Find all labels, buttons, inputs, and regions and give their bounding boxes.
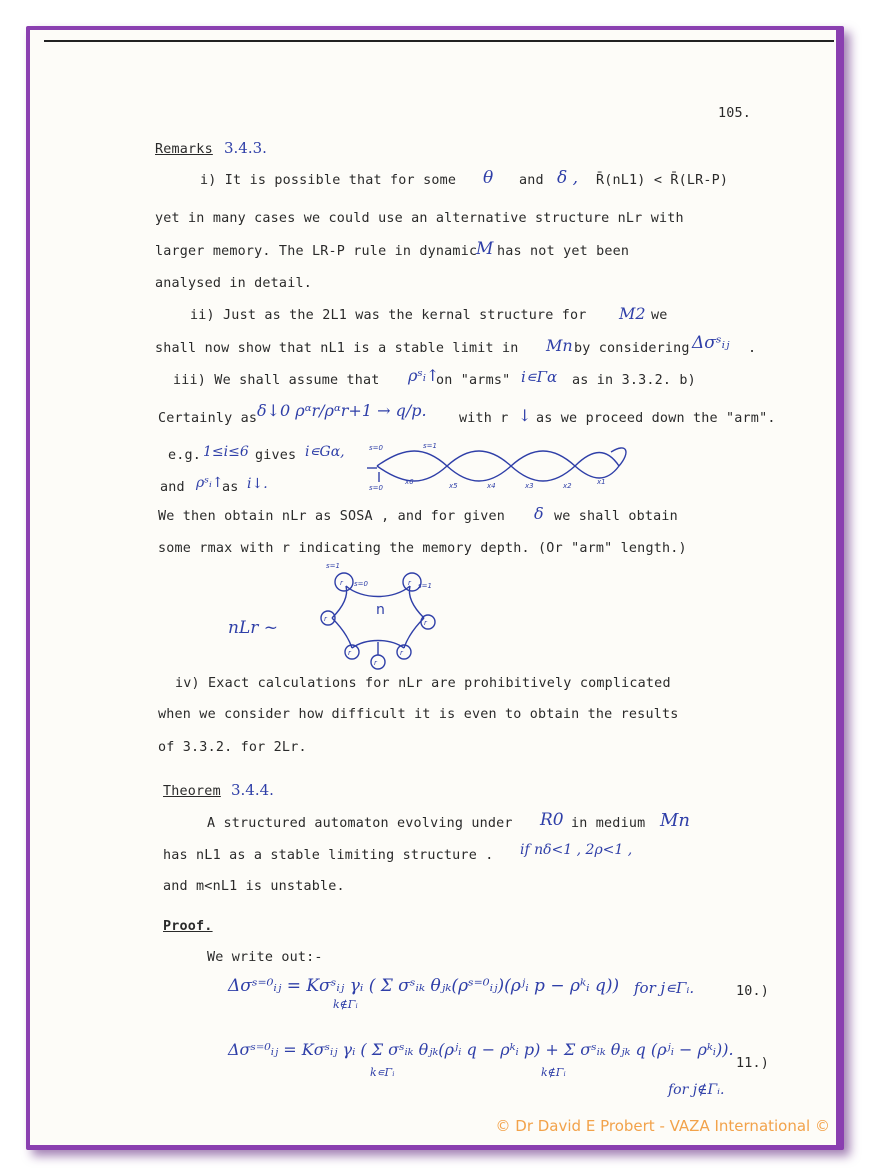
equation-10: Δσˢ⁼⁰ᵢⱼ = Kσˢᵢⱼ γᵢ ( Σ σˢᵢₖ θⱼₖ(ρˢ⁼⁰ᵢⱼ)(ρʲᵢ p − ρᵏᵢ q)) [228, 976, 620, 996]
remark-iii-in-gamma: i∊Γα [521, 368, 558, 386]
remark-iv-line3: of 3.3.2. for 2Lr. [158, 740, 307, 755]
arm-node-x1: x1 [597, 478, 606, 486]
remark-iii-line1a: iii) We shall assume that [173, 373, 380, 388]
equation-11: Δσˢ⁼⁰ᵢⱼ = Kσˢᵢⱼ γᵢ ( Σ σˢᵢₖ θⱼₖ(ρʲᵢ q − ρᵏᵢ p) + Σ σˢᵢₖ θⱼₖ q (ρʲᵢ − ρᵏᵢ)). [228, 1040, 734, 1059]
remark-iii-line1b: on "arms" [436, 373, 511, 388]
certainly-a: Certainly as [158, 411, 258, 426]
remark-i-line1: i) It is possible that for some [200, 173, 457, 188]
remark-ii-period: . [748, 341, 757, 356]
equation-11-sum2-index: k∉Γᵢ [541, 1066, 566, 1079]
eg-range: 1≤i≤6 [203, 444, 249, 460]
remark-ii-line2b: by considering [574, 341, 690, 356]
and-b: as [222, 480, 239, 495]
equation-10-number: 10.) [736, 984, 770, 999]
star-node-r-6: r [400, 649, 403, 657]
write-out: We write out:- [207, 950, 323, 965]
star-node-r-3: r [324, 615, 327, 623]
theorem-line1a: A structured automaton evolving under [207, 816, 513, 831]
remark-ii-M2: M2 [619, 304, 646, 323]
remark-i-medium-M: M [476, 239, 494, 259]
remark-ii-Mn: Mn [546, 336, 573, 355]
remark-iii-line1c: as in 3.3.2. b) [572, 373, 696, 388]
equation-10-condition: for j∊Γᵢ. [634, 979, 695, 997]
and-i-down: i↓. [247, 476, 268, 492]
arm-node-x6: x6 [405, 478, 414, 486]
remark-ii-line2a: shall now show that nL1 is a stable limit in [155, 341, 519, 356]
theorem-number: 3.4.4. [231, 781, 274, 799]
remark-iv-line1: iv) Exact calculations for nLr are prohibitively complicated [175, 676, 671, 691]
and-rho: ρˢᵢ↑ [196, 475, 224, 491]
proof-heading: Proof. [163, 919, 213, 934]
remark-ii-delta-sigma: Δσˢᵢⱼ [692, 333, 730, 353]
star-center-label: n [376, 602, 385, 618]
theorem-R0: R0 [540, 810, 564, 830]
remark-i-line2: yet in many cases we could use an alternative structure nLr with [155, 211, 684, 226]
star-node-r-4: r [424, 619, 427, 627]
certainly-arrow: ↓ [518, 406, 532, 425]
obtain-b: we shall obtain [554, 509, 678, 524]
remark-i-line3b: has not yet been [497, 244, 630, 259]
obtain-delta: δ [534, 504, 544, 523]
theorem-condition: if nδ<1 , 2ρ<1 , [520, 842, 633, 858]
remarks-number: 3.4.3. [224, 139, 267, 157]
page-number: 105. [718, 106, 752, 121]
eg-a: e.g. [168, 448, 202, 463]
arm-node-x4: x4 [487, 482, 496, 490]
equation-11-sum1-index: k∊Γᵢ [370, 1066, 395, 1079]
equation-11-condition: for j∉Γᵢ. [668, 1082, 725, 1098]
eg-membership: i∊Gα, [305, 444, 345, 460]
arm-loop-sketch [365, 438, 635, 498]
theorem-heading: Theorem [163, 784, 221, 799]
nlr-tilde-label: nLr ~ [228, 618, 279, 638]
and-a: and [160, 480, 185, 495]
remark-ii-line1b: we [651, 308, 668, 323]
rmax-line: some rmax with r indicating the memory depth. (Or "arm" length.) [158, 541, 687, 556]
certainly-b: with r [459, 411, 509, 426]
star-node-r-1: r [340, 579, 343, 587]
arm-label-s0-top: s=0 [369, 444, 383, 452]
copyright-watermark: © Dr David E Probert - VAZA International © [495, 1117, 830, 1135]
remark-i-line3a: larger memory. The LR-P rule in dynamic [155, 244, 478, 259]
remark-i-formula: R̄(nL1) < R̄(LR-P) [596, 173, 729, 188]
theorem-line2a: has nL1 as a stable limiting structure . [163, 848, 494, 863]
star-node-r-7: r [374, 659, 377, 667]
remark-i-delta: δ , [557, 168, 579, 188]
arm-label-s0: s=0 [369, 484, 383, 492]
arm-label-s1: s=1 [423, 442, 437, 450]
star-label-s1: s=1 [326, 562, 340, 570]
remark-iii-rho: ρˢᵢ↑ [408, 366, 440, 385]
certainly-c: as we proceed down the "arm". [536, 411, 776, 426]
star-label-s1-right: s=1 [418, 582, 432, 590]
remarks-heading: Remarks [155, 142, 213, 157]
remark-i-theta: θ [483, 168, 494, 188]
arm-node-x3: x3 [525, 482, 534, 490]
equation-11-number: 11.) [736, 1056, 770, 1071]
remark-iv-line2: when we consider how difficult it is even to obtain the results [158, 707, 679, 722]
top-rule [44, 40, 834, 42]
star-structure-sketch [318, 560, 438, 670]
theorem-Mn: Mn [660, 810, 691, 831]
certainly-formula: δ↓0 ρᵅr/ρᵅr+1 → q/p. [257, 401, 427, 420]
remark-i-and: and [519, 173, 544, 188]
remark-i-line4: analysed in detail. [155, 276, 312, 291]
star-node-r-5: r [348, 649, 351, 657]
eg-b: gives [255, 448, 297, 463]
arm-node-x5: x5 [449, 482, 458, 490]
arm-node-x2: x2 [563, 482, 572, 490]
equation-10-sum-index: k∉Γᵢ [333, 998, 358, 1011]
theorem-line3: and m<nL1 is unstable. [163, 879, 345, 894]
theorem-line1b: in medium [571, 816, 646, 831]
star-label-s0: s=0 [354, 580, 368, 588]
obtain-a: We then obtain nLr as SOSA , and for given [158, 509, 505, 524]
remark-ii-line1a: ii) Just as the 2L1 was the kernal structure for [190, 308, 587, 323]
star-node-r-2: r [408, 579, 411, 587]
